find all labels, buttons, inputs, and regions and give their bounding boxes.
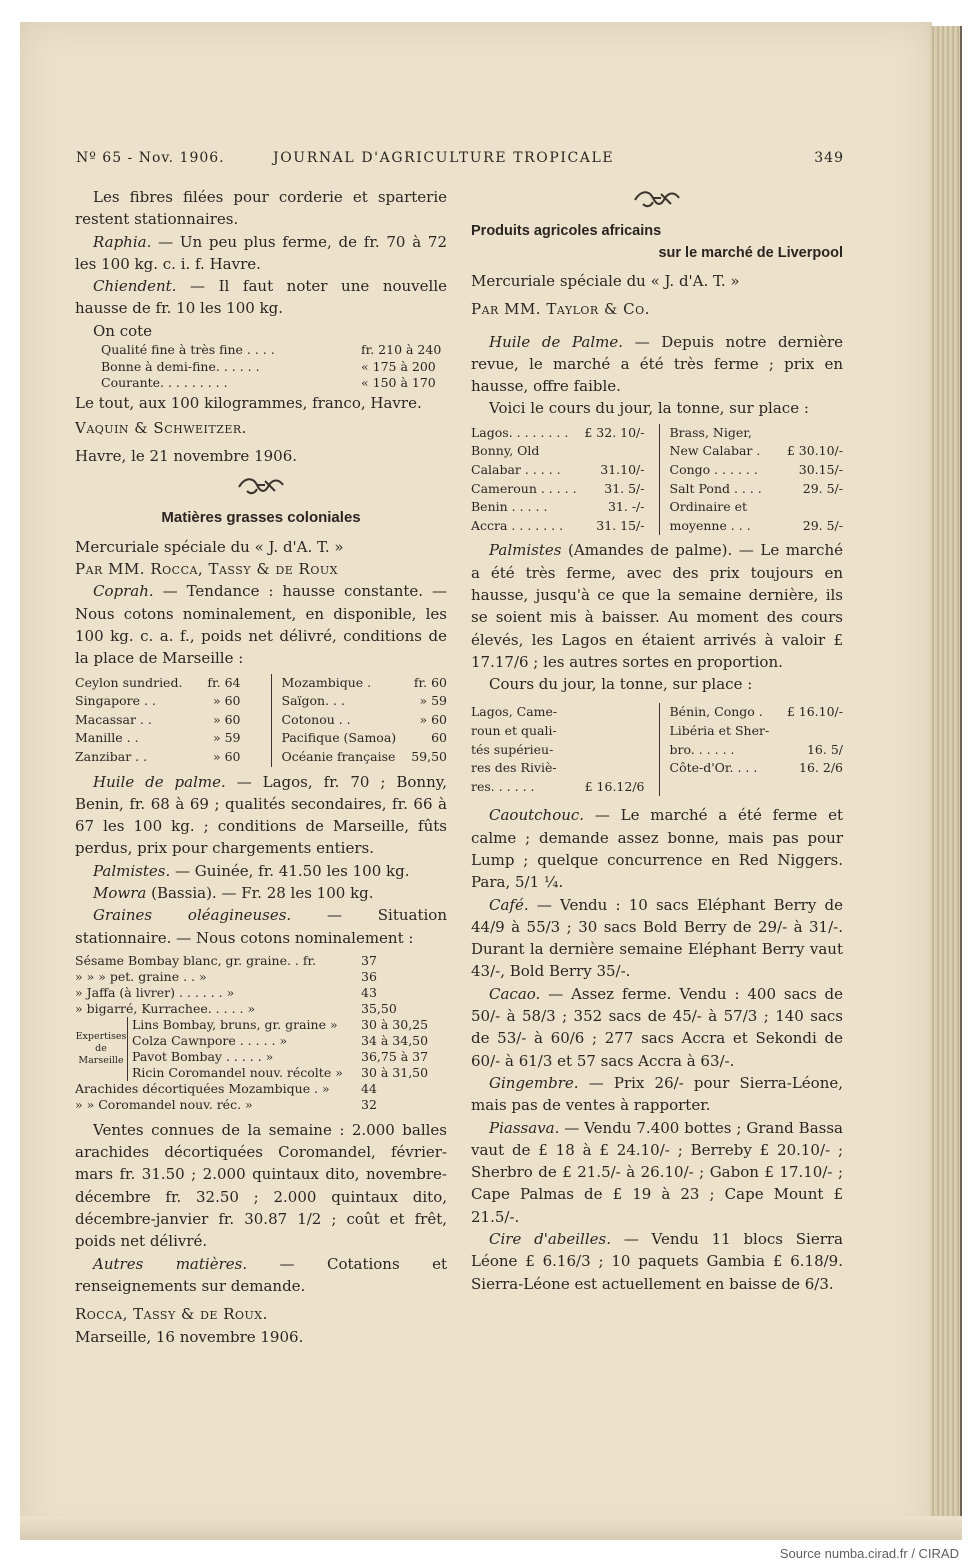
- cell: 43: [361, 984, 377, 1000]
- cell: » 60: [419, 711, 447, 727]
- cell: £ 16.12/6: [584, 778, 645, 794]
- left-column: [75, 186, 447, 1348]
- cell: 31. 5/-: [604, 480, 645, 496]
- text-huile: — Lagos, fr. 70 ; Bonny, Benin, fr. 68 à 69 ; qualités secondaires, fr. 66 à 67 les 100 kg. ; conditions de Marseille, fûts perdus, prix pour chargements entiers.: [75, 772, 447, 858]
- label-gingembre: Gingembre.: [489, 1073, 579, 1092]
- table-row: [471, 778, 645, 797]
- text-cire: — Vendu 11 blocs Sierra Léone £ 6.16/3 ; 10 paquets Gambia £ 6.18/9. Sierra-Léone est actuellement en baisse de 6/3.: [471, 1230, 843, 1293]
- table-row: [75, 953, 447, 969]
- table-row: [75, 729, 241, 748]
- cell: Ceylon sundried.: [75, 674, 183, 690]
- cell: fr. 64: [207, 674, 241, 690]
- ornament-icon: [75, 473, 447, 503]
- cell: Brass, Niger,: [669, 424, 752, 440]
- paragraph-raphia: [75, 231, 447, 276]
- label-piassava: Piassava.: [489, 1118, 560, 1137]
- right-column: [471, 186, 843, 1295]
- table-row: [471, 759, 645, 778]
- cell: Cameroun . . . . .: [471, 480, 577, 496]
- cell: » 60: [212, 693, 241, 709]
- paragraph-autres: [75, 1253, 447, 1298]
- qualites-list: [75, 342, 447, 392]
- coprah-table: [75, 674, 447, 767]
- table-row: [282, 674, 448, 693]
- label-raphia: Raphia.: [93, 232, 152, 251]
- cell: 31.10/-: [600, 461, 645, 477]
- text-gingembre: — Prix 26/- pour Sierra-Léone, mais pas de ventes à rapporter.: [471, 1073, 843, 1115]
- text-graines: — Situation stationnaire. — Nous cotons nominalement :: [75, 906, 447, 947]
- cell: roun et quali-: [471, 723, 557, 739]
- table-row: [670, 498, 844, 517]
- table-row: [132, 1065, 447, 1081]
- book-page-bottom: [20, 1516, 962, 1540]
- coprah-col-left: [75, 674, 271, 767]
- cell: » 59: [212, 730, 241, 746]
- table-row: [670, 442, 844, 461]
- list-item: [101, 342, 447, 359]
- cell: Cotonou . .: [281, 711, 351, 727]
- cell: Ricin Coromandel nouv. récolte »: [132, 1064, 343, 1080]
- table-row: [132, 1017, 447, 1033]
- label-cire: Cire d'abeilles.: [489, 1230, 611, 1249]
- table-row: [75, 711, 241, 730]
- cell: 36,75 à 37: [361, 1048, 429, 1064]
- cell: Arachides décortiquées Mozambique . »: [75, 1080, 330, 1096]
- cell: Congo . . . . . .: [669, 461, 758, 477]
- cell: 29. 5/-: [802, 480, 843, 496]
- table-row: [670, 722, 844, 741]
- cell: 36: [361, 968, 377, 984]
- paragraph-caoutchouc: [471, 804, 843, 893]
- cell: 31. -/-: [607, 499, 645, 515]
- cell: » bigarré, Kurrachee. . . . . »: [75, 1000, 256, 1016]
- label-graines: Graines oléagineuses.: [93, 906, 292, 925]
- paragraph-tout: Le tout, aux 100 kilogrammes, franco, Havre.: [75, 393, 422, 412]
- label-mowra: Mowra: [93, 884, 147, 902]
- running-header: [76, 150, 846, 172]
- table-row: [670, 517, 844, 536]
- cell: New Calabar .: [669, 443, 761, 459]
- cell: 35,50: [361, 1000, 397, 1016]
- palm-col-left: [471, 424, 659, 536]
- cell: Océanie française: [281, 748, 396, 764]
- cell: » » Coromandel nouv. réc. »: [75, 1096, 253, 1112]
- paragraph-huile: [75, 771, 447, 860]
- paragraph-mowra: [75, 882, 447, 904]
- cell: 31. 15/-: [596, 517, 645, 533]
- cell: 30 à 31,50: [361, 1064, 429, 1080]
- mercuriale-line: Mercuriale spéciale du « J. d'A. T. »: [471, 272, 740, 290]
- paragraph-gingembre: [471, 1072, 843, 1117]
- text-coprah: — Tendance : hausse constante. — Nous cotons nominalement, en disponible, les 100 kg. c. a. f., poids net délivré, conditions de la place de Marseille :: [75, 582, 447, 668]
- qualite-value: « 175 à 200: [361, 358, 436, 374]
- table-row: [75, 969, 447, 985]
- label-palmistes: Palmistes.: [93, 861, 171, 880]
- section-title-produits: [471, 220, 843, 264]
- source-credit: Source numba.cirad.fr / CIRAD: [779, 1546, 959, 1561]
- paragraph-voici: Voici le cours du jour, la tonne, sur place :: [489, 399, 809, 418]
- cell: Mozambique .: [281, 674, 372, 690]
- table-row: [132, 1049, 447, 1065]
- cell: 29. 5/-: [802, 517, 843, 533]
- kern-col-right: [659, 703, 844, 796]
- cell: Manille . .: [75, 730, 139, 746]
- label-palmistes-liv: Palmistes: [489, 541, 562, 560]
- cell: £ 32. 10/-: [584, 424, 645, 440]
- table-row: [471, 480, 645, 499]
- cell: 30.15/-: [798, 461, 843, 477]
- cell: » » » pet. graine . . »: [75, 968, 207, 984]
- paragraph-cire: [471, 1228, 843, 1295]
- cell: Bénin, Congo .: [669, 704, 763, 720]
- authors-rocca: Par MM. Rocca, Tassy & de Roux: [75, 560, 338, 579]
- cell: » 60: [212, 748, 241, 764]
- issue-date: Nº 65 - Nov. 1906.: [76, 150, 225, 166]
- cell: Ordinaire et: [669, 499, 747, 515]
- table-row: [75, 1081, 447, 1097]
- table-row: [670, 759, 844, 778]
- cell: Pacifique (Samoa): [281, 730, 397, 746]
- cell: 30 à 30,25: [361, 1016, 429, 1032]
- table-row: [75, 748, 241, 767]
- table-row: [670, 424, 844, 443]
- table-row: [75, 1097, 447, 1113]
- table-row: [75, 692, 241, 711]
- paragraph-cafe: [471, 894, 843, 983]
- table-row: [471, 741, 645, 760]
- cell: Libéria et Sher-: [669, 723, 770, 739]
- label-cafe: Café.: [489, 895, 529, 914]
- cell: res. . . . . .: [471, 778, 535, 794]
- qualite-value: fr. 210 à 240: [361, 342, 442, 358]
- table-row: [282, 692, 448, 711]
- label-chiendent: Chiendent.: [93, 277, 177, 296]
- table-row: [471, 703, 645, 722]
- text-raphia: — Un peu plus ferme, de fr. 70 à 72 les 100 kg. c. i. f. Havre.: [75, 232, 447, 273]
- cell: Pavot Bombay . . . . . »: [132, 1048, 274, 1064]
- dateline-marseille: Marseille, 16 novembre 1906.: [75, 1327, 304, 1346]
- cell: Zanzibar . .: [75, 748, 148, 764]
- label-huile-palme: Huile de Palme.: [489, 332, 623, 351]
- text-autres: — Cotations et renseignements sur demande.: [75, 1254, 447, 1295]
- cell: » 59: [419, 693, 447, 709]
- paragraph-palmistes: [75, 860, 447, 882]
- paragraph-huile-palme: [471, 331, 843, 398]
- table-row: [75, 985, 447, 1001]
- cell: £ 30.10/-: [786, 443, 843, 459]
- text-cacao: — Assez ferme. Vendu : 400 sacs de 50/- à 58/3 ; 352 sacs de 45/- à 57/3 ; 140 sacs de 53/- à 60/6 ; 277 sacs Accra et Sekondi de 60/- à 61/3 et 57 sacs Accra à 63/-.: [471, 984, 843, 1070]
- cell: £ 16.10/-: [786, 704, 843, 720]
- mercuriale-line: Mercuriale spéciale du « J. d'A. T. »: [75, 537, 344, 556]
- table-row: [282, 748, 448, 767]
- list-item: [101, 359, 447, 376]
- table-row: [471, 517, 645, 536]
- cell: 59,50: [411, 748, 447, 764]
- text-mowra: (Bassia). — Fr. 28 les 100 kg.: [146, 884, 374, 902]
- cell: Lagos, Came-: [471, 704, 558, 720]
- section-title-line2: sur le marché de Liverpool: [658, 245, 843, 261]
- qualite-label: Courante. . . . . . . . .: [101, 375, 228, 391]
- paragraph-piassava: [471, 1117, 843, 1228]
- cell: 44: [361, 1080, 377, 1096]
- paragraph-cours: Cours du jour, la tonne, sur place :: [489, 675, 753, 694]
- expertises-group: [75, 1017, 447, 1081]
- cell: Sésame Bombay blanc, gr. graine. . fr.: [75, 952, 317, 968]
- table-row: [670, 703, 844, 722]
- cell: » Jaffa (à livrer) . . . . . . »: [75, 984, 235, 1000]
- cell: 34 à 34,50: [361, 1032, 429, 1048]
- label-autres: Autres matières.: [93, 1254, 248, 1273]
- cell: Accra . . . . . . .: [471, 517, 564, 533]
- paragraph-cacao: [471, 983, 843, 1072]
- table-row: [471, 461, 645, 480]
- seeds-table: [75, 953, 447, 1113]
- list-item: [101, 375, 447, 392]
- text-palmistes: — Guinée, fr. 41.50 les 100 kg.: [170, 861, 410, 880]
- page-number: 349: [814, 150, 844, 166]
- table-row: [670, 461, 844, 480]
- paragraph-graines: [75, 904, 447, 949]
- table-row: [471, 722, 645, 741]
- section-title-matieres: Matières grasses coloniales: [161, 509, 361, 527]
- cell: Benin . . . . .: [471, 499, 548, 515]
- signature-vaquin: Vaquin & Schweitzer.: [75, 418, 247, 437]
- table-row: [670, 741, 844, 760]
- cell: Colza Cawnpore . . . . . »: [132, 1032, 288, 1048]
- book-page-edges: [930, 26, 962, 1516]
- qualite-label: Bonne à demi-fine. . . . . .: [101, 358, 260, 374]
- text-caoutchouc: — Le marché a été ferme et calme ; demande assez bonne, mais pas pour Lump ; quelque concurrence en Red Niggers. Para, 5/1 ¼.: [471, 806, 843, 892]
- cell: Calabar . . . . .: [471, 461, 561, 477]
- cell: » 60: [212, 711, 241, 727]
- label-caoutchouc: Caoutchouc.: [489, 806, 585, 825]
- kern-col-left: [471, 703, 659, 796]
- cell: fr. 60: [413, 674, 447, 690]
- cell: 32: [361, 1096, 377, 1112]
- table-row: [471, 424, 645, 443]
- ornament-icon: [471, 186, 843, 216]
- table-row: [282, 729, 448, 748]
- table-row: [132, 1033, 447, 1049]
- table-row: [471, 498, 645, 517]
- cell: Salt Pond . . . .: [669, 480, 762, 496]
- paragraph-ventes: Ventes connues de la semaine : 2.000 balles arachides décortiquées Coromandel, février-mars fr. 31.50 ; 2.000 quintaux dito, novembre-décembre fr. 32.50 ; 2.000 quintaux dito, décembre-janvier fr. 30.87 1/2 ; coût et frêt, poids net délivré.: [75, 1120, 447, 1251]
- text-chiendent: — Il faut noter une nouvelle hausse de fr. 10 les 100 kg.: [75, 277, 447, 318]
- cell: Saïgon. . .: [281, 693, 345, 709]
- journal-title: JOURNAL D'AGRICULTURE TROPICALE: [273, 150, 615, 166]
- cell: 37: [361, 952, 377, 968]
- expertises-label: Expertises de Marseille: [75, 1030, 127, 1066]
- cell: 60: [431, 730, 447, 746]
- qualite-value: « 150 à 170: [361, 375, 436, 391]
- cell: tés supérieu-: [471, 741, 554, 757]
- kernels-table: [471, 703, 843, 796]
- cell: Macassar . .: [75, 711, 152, 727]
- cell: Bonny, Old: [471, 443, 540, 459]
- text-cafe: — Vendu : 10 sacs Eléphant Berry de 44/9 à 55/3 ; 30 sacs Bold Berry de 29/- à 31/-. Durant la dernière semaine Eléphant Berry vaut 43/-, Bold Berry 35/-.: [471, 895, 843, 981]
- text-huile-palme: — Depuis notre dernière revue, le marché a été très ferme ; prix en hausse, offre faible.: [471, 332, 843, 396]
- cell: Singapore . .: [75, 693, 156, 709]
- cell: Lins Bombay, bruns, gr. graine »: [132, 1016, 338, 1032]
- cell: 16. 2/6: [799, 760, 843, 776]
- on-cote: On cote: [93, 321, 153, 340]
- cell: bro. . . . . .: [669, 741, 735, 757]
- label-cacao: Cacao.: [489, 984, 541, 1003]
- qualite-label: Qualité fine à très fine . . . .: [101, 342, 275, 358]
- paragraph-coprah: [75, 580, 447, 669]
- cell: Côte-d'Or. . . .: [669, 760, 758, 776]
- text-piassava: — Vendu 7.400 bottes ; Grand Bassa vaut de £ 18 à £ 24.10/- ; Berreby £ 20.10/- ; Sherbro de £ 21.5/- à 26.10/- ; Gabon £ 17.10/- ; Cape Palmas de £ 19 à 23 ; Cape Mount £ 21.5/-.: [471, 1118, 843, 1226]
- table-row: [471, 442, 645, 461]
- section-title-line1: Produits agricoles africains: [471, 223, 662, 239]
- paragraph-fibres: Les fibres filées pour corderie et sparterie restent stationnaires.: [75, 188, 447, 229]
- coprah-col-right: [271, 674, 448, 767]
- signature-rocca: Rocca, Tassy & de Roux.: [75, 1305, 268, 1324]
- paragraph-chiendent: [75, 275, 447, 320]
- expertises-rows: [127, 1017, 447, 1081]
- table-row: [670, 480, 844, 499]
- dateline-havre: Havre, le 21 novembre 1906.: [75, 447, 298, 466]
- table-row: [282, 711, 448, 730]
- paragraph-palmistes-liv: [471, 539, 843, 673]
- cell: Lagos. . . . . . . .: [471, 424, 569, 440]
- table-row: [75, 674, 241, 693]
- cell: 16. 5/: [806, 741, 843, 757]
- label-huile: Huile de palme.: [93, 772, 226, 791]
- cell: moyenne . . .: [669, 517, 751, 533]
- palm-col-right: [659, 424, 844, 536]
- text-palmistes-liv: (Amandes de palme). — Le marché a été très ferme, avec des prix toujours en hausse, jusqu'à ce que la semaine dernière, ils se soient mis à baisser. Au moment des cours élevés, les Lagos en étaient arrivés à valoir £ 17.17/6 ; les autres sortes en proportion.: [471, 541, 843, 671]
- table-row: [75, 1001, 447, 1017]
- label-coprah: Coprah.: [93, 582, 154, 601]
- authors-taylor: Par MM. Taylor & Co.: [471, 300, 650, 319]
- cell: res des Riviè-: [471, 760, 557, 776]
- palm-oil-table: [471, 424, 843, 536]
